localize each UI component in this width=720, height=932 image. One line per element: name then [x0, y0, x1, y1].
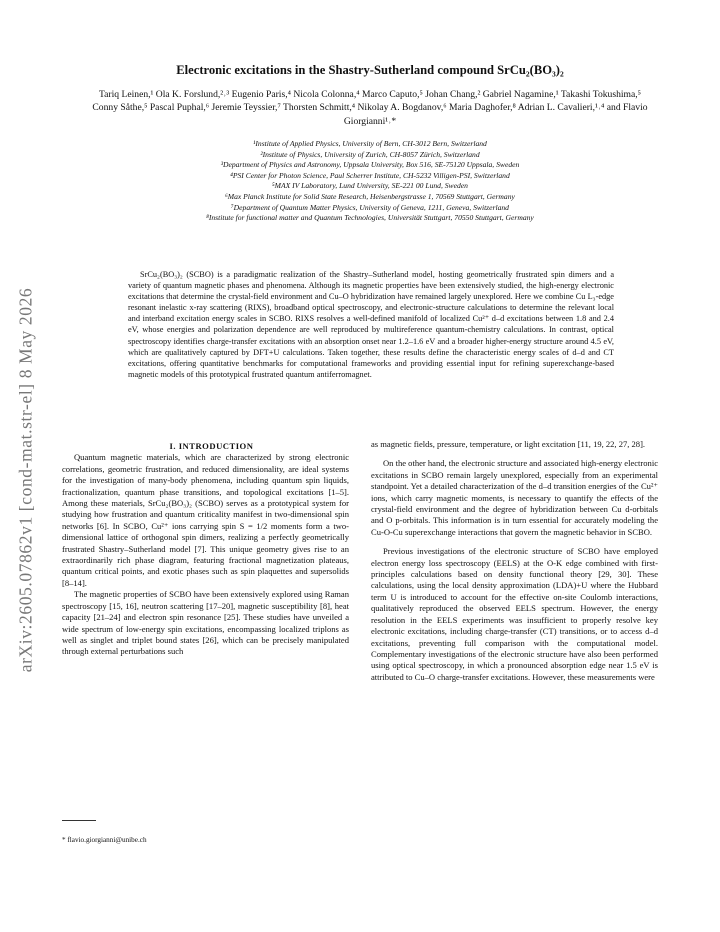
arxiv-margin	[4, 180, 48, 780]
author-list: Tariq Leinen,¹ Ola K. Forslund,²˒³ Eugenio Paris,⁴ Nicola Colonna,⁴ Marco Caputo,⁵ Johan Chang,² Gabriel Nagamine,¹ Takashi Tokushima,⁵ Conny Såthe,⁵ Pascal Puphal,⁶ Jeremie Teyssier,⁷ Thorsten Schmitt,⁴ Nikolay A. Bogdanov,⁶ Maria Daghofer,⁸ Adrian L. Cavalieri,¹˒⁴ and Flavio Giorgianni¹˒*	[92, 89, 648, 127]
paper-title: Electronic excitations in the Shastry-Sutherland compound SrCu₂(BO₃)₂	[176, 63, 564, 77]
affiliation: ⁶Max Planck Institute for Solid State Research, Heisenbergstrasse 1, 70569 Stuttgart, Germany	[225, 191, 515, 201]
affiliation: ⁵MAX IV Laboratory, Lund University, SE-221 00 Lund, Sweden	[272, 181, 468, 191]
affiliation: ²Institute of Physics, University of Zurich, CH-8057 Zürich, Switzerland	[260, 149, 480, 159]
body-paragraph: Quantum magnetic materials, which are characterized by strong electronic correlations, geometric frustration, and reduced dimensionality, are ideal systems for the investigation of many-body phenomena, including quantum spin liquids, fractionalization, quantum phase transitions, and topological excitations [1–5]. Among these materials, SrCu₂(BO₃)₂ (SCBO) serves as a prototypical system for studying how frustration and quantum criticality manifest in two-dimensional spin networks [6]. In SCBO, Cu²⁺ ions carrying spin S = 1/2 moments form a two-dimensional lattice of orthogonal spin dimers, realizing a perfectly geometrically frustrated Shastry–Sutherland model [7]. This unique geometry gives rise to an extraordinarily rich phase diagram, featuring fractional magnetization plateaus, quantum critical points, and exotic phases such as spin plaquettes and supersolids [8–14].	[62, 452, 349, 588]
corresponding-author-footnote[interactable]: * flavio.giorgianni@unibe.ch	[62, 836, 147, 844]
body-paragraph: On the other hand, the electronic structure and associated high-energy electronic excitations in SCBO remain largely unexplored, especially from an experimental standpoint. Yet a detailed characterization of the d–d transition energies of the Cu²⁺ ions, which carry magnetic moments, is necessary to quantify the effects of the crystal-field environment and the degree of hybridization between Cu d-orbitals and O p-orbitals. This information is in turn essential for accurately modeling the Cu-O-Cu superexchange interactions that govern the magnetic behavior in SCBO.	[371, 458, 658, 537]
affiliation: ¹Institute of Applied Physics, University of Bern, CH-3012 Bern, Switzerland	[253, 139, 487, 148]
affiliation: ³Department of Physics and Astronomy, Uppsala University, Box 516, SE-75120 Uppsala, Sweden	[220, 160, 520, 170]
affiliation: ⁷Department of Quantum Matter Physics, University of Geneva, 1211, Geneva, Switzerland	[231, 202, 509, 212]
affiliation-list	[80, 139, 660, 224]
body-paragraph: Previous investigations of the electronic structure of SCBO have employed electron energy loss spectroscopy (EELS) at the O-K edge combined with first-principles calculations based on density functional theory [29, 30]. These calculations, using the local density approximation (LDA)+U where the Hubbard term U is introduced to account for the effective on-site Coulomb interactions, qualitatively reproduced the observed EELS spectrum. However, the energy resolution in the EELS experiments was insufficient to properly resolve key electronic excitations, including charge-transfer (CT) transitions, or to access d–d excitations, preventing full comparison with the computational model. Complementary investigations of the electronic structure have also been performed using optical spectroscopy, in which a pronounced absorption edge near 1.5 eV is attributed to Cu–O charge-transfer excitations. However, these measurements were	[371, 546, 658, 682]
arxiv-stamp[interactable]: arXiv:2605.07862v1 [cond-mat.str-el] 8 May 2026	[15, 287, 36, 673]
body-paragraph: The magnetic properties of SCBO have been extensively explored using Raman spectroscopy [15, 16], neutron scattering [17–20], magnetic susceptibility [8], heat capacity [21–24] and electron spin resonance [25]. These studies have unveiled a wide spectrum of low-energy spin excitations, encompassing localized triplons as well as singlet and triplet bound states [26], which can be precisely manipulated through external perturbations such	[62, 589, 349, 657]
affiliation: ⁴PSI Center for Photon Science, Paul Scherrer Institute, CH-5232 Villigen-PSI, Switzerland	[230, 170, 510, 180]
left-column	[62, 441, 349, 658]
footnote-rule	[62, 820, 96, 821]
affiliation: ⁸Institute for functional matter and Quantum Technologies, Universität Stuttgart, 70550 Stuttgart, Germany	[206, 213, 534, 223]
abstract: SrCu₂(BO₃)₂ (SCBO) is a paradigmatic realization of the Shastry–Sutherland model, hosting geometrically frustrated spin dimers and a variety of quantum magnetic phases and phenomena. Although its magnetic properties have been extensively studied, the high-energy electronic excitations that determine the crystal-field environment and Cu–O hybridization have remained largely unexplored. Here we combine Cu L₃-edge resonant inelastic x-ray scattering (RIXS), broadband optical spectroscopy, and electronic-structure calculations to determine the relevant local and interband excitation energy scales in SCBO. RIXS resolves a well-defined manifold of localized Cu²⁺ d–d excitations between 1.8 and 2.4 eV, whose energies and polarization dependence are well reproduced by multireference quantum-chemistry calculations. In contrast, optical spectroscopy identifies charge-transfer excitations with an absorption onset near 1.2–1.6 eV and a broader higher-energy structure around 4.5 eV, which are qualitatively captured by DFT+U calculations. Taken together, these results define the characteristic energy scales of d–d and CT excitations, offering quantitative benchmarks for computational frameworks and providing essential input for refining superexchange-based magnetic models of this prototypical frustrated quantum antiferromagnet.	[128, 270, 614, 379]
right-column	[371, 439, 658, 683]
body-paragraph: as magnetic fields, pressure, temperature, or light excitation [11, 19, 22, 27, 28].	[371, 439, 646, 449]
section-heading: I. INTRODUCTION	[169, 441, 254, 451]
